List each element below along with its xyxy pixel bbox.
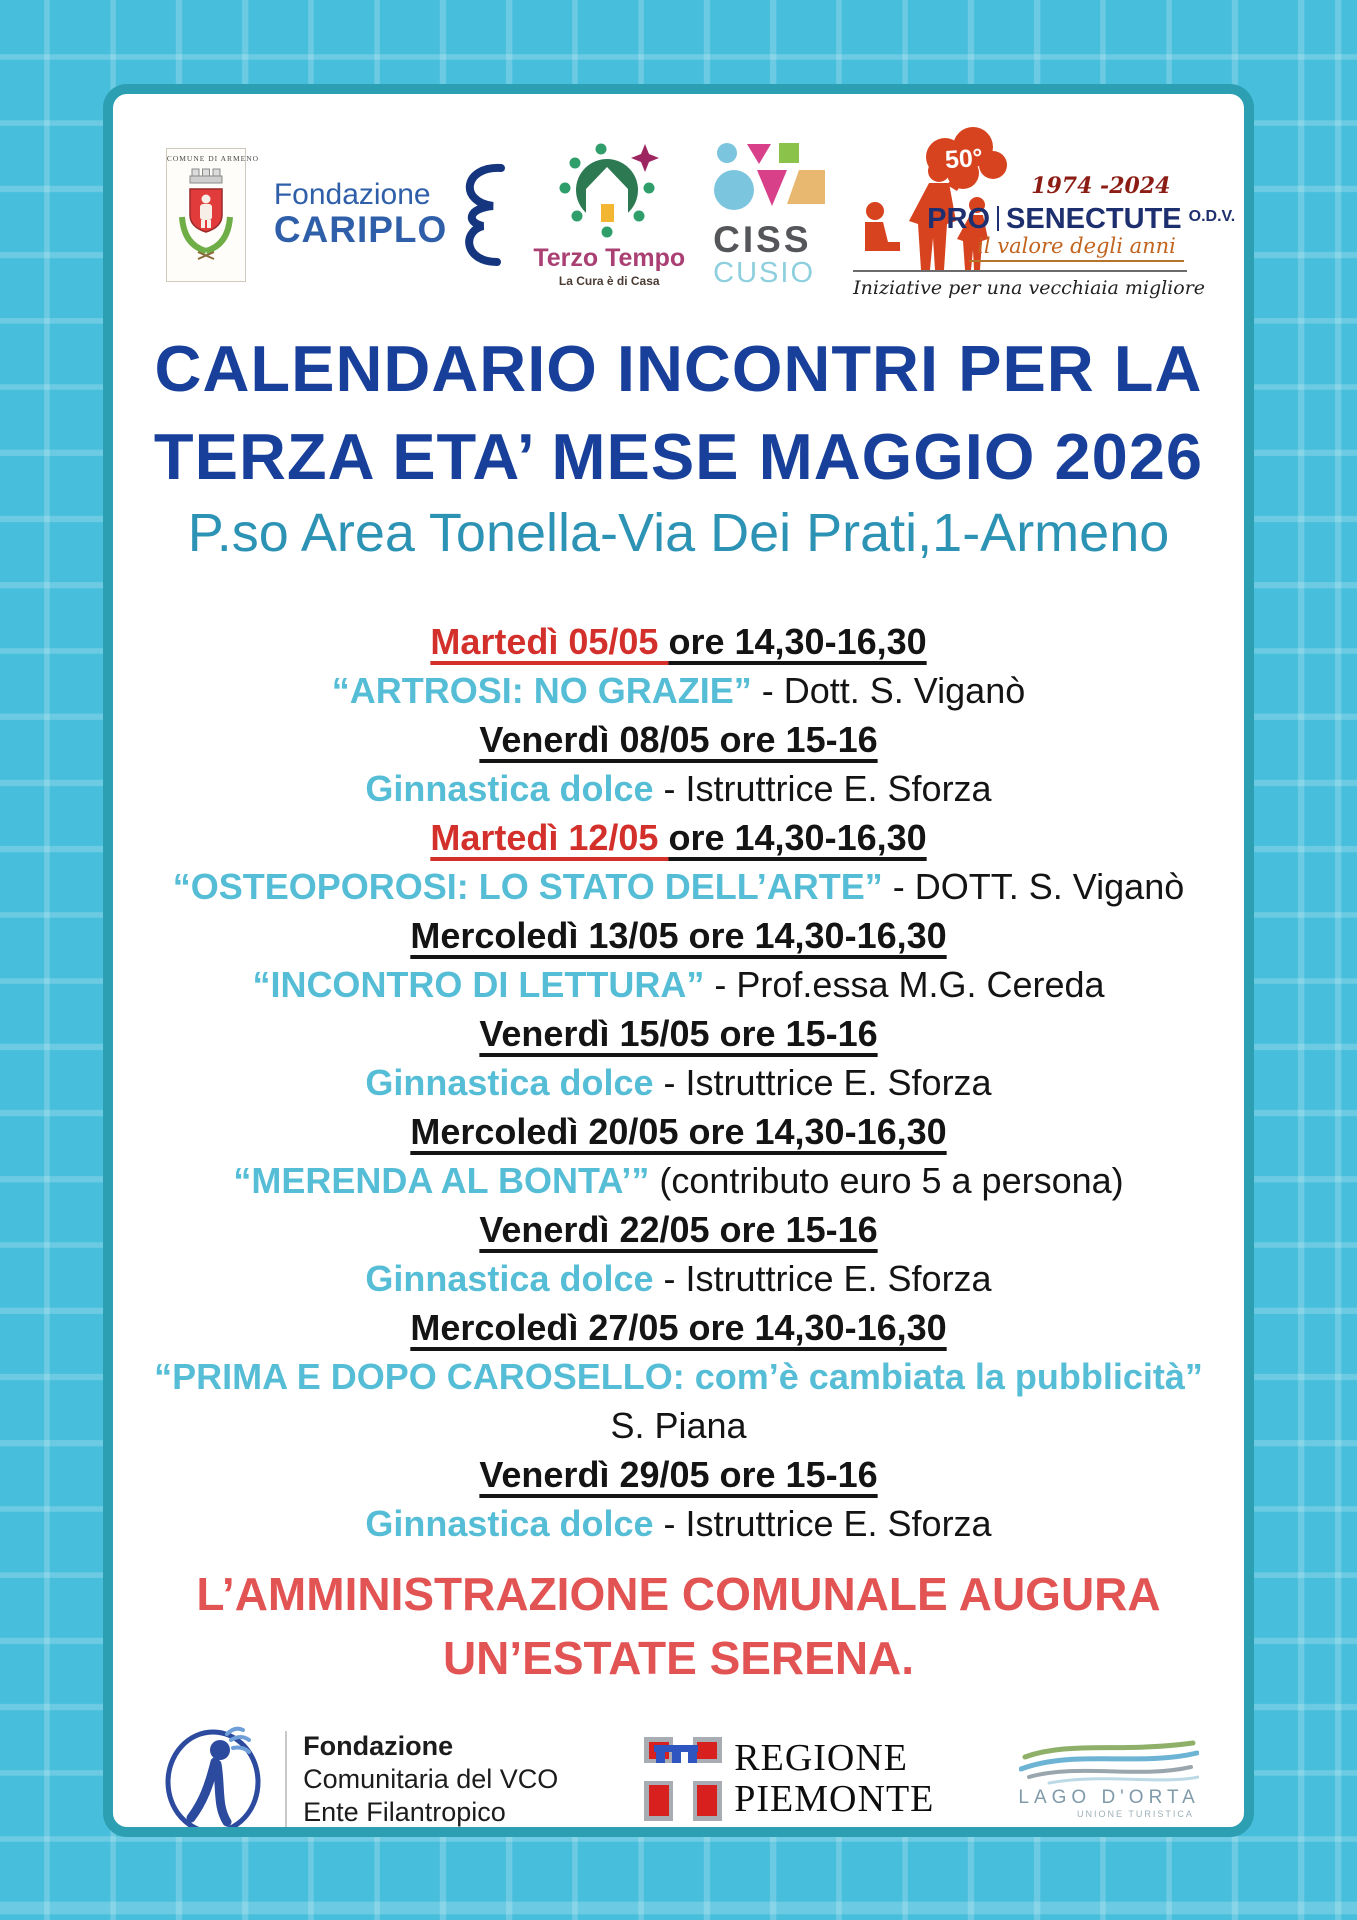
pro-senectute-logo [853, 119, 1236, 311]
event-speaker-text: - Istruttrice E. Sforza [653, 1258, 992, 1299]
event-line [113, 764, 1244, 813]
poster-title [113, 325, 1244, 501]
closing-message [113, 1562, 1244, 1690]
terzo-tempo-tagline: La Cura è di Casa [558, 273, 660, 288]
piemonte-shield-icon [642, 1735, 724, 1823]
event-speaker-text: - Dott. S. Viganò [751, 670, 1026, 711]
pro-senectute-motto: il valore degli anni [969, 234, 1184, 262]
event-date-text: ore 14,30-16,30 [668, 621, 927, 662]
event-date-red: Martedì 05/05 [430, 621, 669, 662]
event-line [113, 813, 1244, 862]
event-note-text: (contributo euro 5 a persona) [649, 1160, 1124, 1201]
event-date-text: Venerdì 15/05 ore 15-16 [479, 1013, 878, 1054]
terzo-tempo-logo [533, 142, 685, 288]
ciss-sub: CUSIO [713, 256, 816, 289]
event-speaker-text: - Istruttrice E. Sforza [653, 1503, 992, 1544]
event-speaker-text: S. Piana [610, 1405, 747, 1446]
event-date-text: Venerdì 08/05 ore 15-16 [479, 719, 878, 760]
event-title-text: Ginnastica dolce [365, 1062, 654, 1103]
cariplo-line1: Fondazione [273, 178, 431, 212]
event-line [113, 862, 1244, 911]
event-speaker-text: - DOTT. S. Viganò [882, 866, 1185, 907]
event-title-text: “PRIMA E DOPO CAROSELLO: com’è cambiata la pubblicità” [154, 1356, 1203, 1397]
ciss-name: CISS [713, 218, 812, 260]
vco-figure-icon [157, 1720, 269, 1837]
event-date-text: Venerdì 29/05 ore 15-16 [479, 1454, 878, 1495]
event-line [113, 960, 1244, 1009]
regione-wordmark [734, 1738, 934, 1820]
event-title-text: “INCONTRO DI LETTURA” [252, 964, 705, 1005]
terzo-tempo-name: Terzo Tempo [533, 243, 686, 272]
pro-senectute-divider [997, 206, 999, 231]
terzo-tempo-house-icon [551, 142, 667, 242]
cariplo-wordmark [274, 179, 448, 249]
event-date-text: Mercoledì 20/05 ore 14,30-16,30 [410, 1111, 947, 1152]
pro-senectute-tagline: Iniziative per una vecchiaia migliore [853, 276, 1206, 299]
event-title-text: “MERENDA AL BONTA’” [233, 1160, 650, 1201]
vco-line1: Fondazione [303, 1730, 454, 1761]
vco-wordmark [303, 1730, 558, 1829]
comune-armeno-coat-of-arms [166, 148, 260, 282]
ciss-cusio-logo [713, 141, 825, 288]
event-date-text: Mercoledì 13/05 ore 14,30-16,30 [410, 915, 947, 956]
event-speaker-text: - Istruttrice E. Sforza [653, 1062, 992, 1103]
pro-senectute-wordmark [927, 203, 1235, 236]
pro-senectute-50-badge: 50° [944, 143, 984, 174]
event-line [113, 1205, 1244, 1254]
vco-line2: Comunitaria del VCO [303, 1763, 559, 1794]
event-title-text: “OSTEOPOROSI: LO STATO DELL’ARTE” [172, 866, 883, 907]
poster-subtitle: P.so Area Tonella-Via Dei Prati,1-Armeno [187, 503, 1170, 563]
closing-line1: L’AMMINISTRAZIONE COMUNALE AUGURA [196, 1568, 1161, 1620]
event-line [113, 715, 1244, 764]
vco-line3: Ente Filantropico [303, 1796, 506, 1827]
event-date-red: Martedì 12/05 [430, 817, 669, 858]
event-title-text: “ARTROSI: NO GRAZIE” [331, 670, 752, 711]
lake-waves-icon [1019, 1739, 1199, 1785]
pro-senectute-years: 1974 -2024 [1031, 172, 1171, 199]
pro-senectute-name1: PRO [927, 202, 991, 235]
pro-senectute-name2: SENECTUTE [1006, 202, 1182, 235]
event-speaker-text: - Istruttrice E. Sforza [653, 768, 992, 809]
fondazione-cariplo-logo [274, 162, 506, 268]
event-line [113, 1352, 1244, 1401]
event-speaker-text: - Prof.essa M.G. Cereda [704, 964, 1105, 1005]
lago-dorta-logo [1018, 1739, 1199, 1819]
regione-piemonte-logo [642, 1735, 934, 1823]
poster-title-line1: CALENDARIO INCONTRI PER LA [154, 332, 1203, 405]
coat-of-arms-icon [168, 163, 244, 267]
event-line [113, 911, 1244, 960]
event-line [113, 1450, 1244, 1499]
poster-card [103, 84, 1254, 1837]
ciss-shapes-icon [713, 141, 825, 213]
event-title-text: Ginnastica dolce [365, 1503, 654, 1544]
lago-dorta-sub: UNIONE TURISTICA [1076, 1809, 1194, 1819]
event-line [113, 1156, 1244, 1205]
event-date-text: Mercoledì 27/05 ore 14,30-16,30 [410, 1307, 947, 1348]
event-list [113, 617, 1244, 1548]
event-line [113, 1303, 1244, 1352]
event-date-text: Venerdì 22/05 ore 15-16 [479, 1209, 878, 1250]
pro-senectute-odv: O.D.V. [1188, 207, 1236, 225]
cariplo-line2: CARIPLO [273, 208, 448, 250]
event-line [113, 1058, 1244, 1107]
vco-divider [285, 1731, 287, 1827]
event-line [113, 666, 1244, 715]
event-date-text: ore 14,30-16,30 [668, 817, 927, 858]
footer-logos [113, 1720, 1244, 1837]
pro-senectute-rule [853, 270, 1187, 272]
event-line [113, 1107, 1244, 1156]
comune-armeno-caption: COMUNE DI ARMENO [166, 153, 260, 163]
event-line [113, 617, 1244, 666]
closing-line2: UN’ESTATE SERENA. [442, 1632, 915, 1684]
poster-title-line2: TERZA ETA’ MESE MAGGIO 2026 [153, 420, 1204, 493]
lago-dorta-name: LAGO D'ORTA [1018, 1787, 1200, 1808]
event-line [113, 1009, 1244, 1058]
partner-logos-header [113, 112, 1244, 317]
regione-line2: PIEMONTE [734, 1778, 935, 1820]
event-title-text: Ginnastica dolce [365, 1258, 654, 1299]
event-line [113, 1254, 1244, 1303]
event-line [113, 1499, 1244, 1548]
fondazione-vco-logo [157, 1720, 558, 1837]
regione-line1: REGIONE [734, 1737, 909, 1779]
cariplo-swirl-icon [453, 162, 505, 268]
event-title-text: Ginnastica dolce [365, 768, 654, 809]
event-line [113, 1401, 1244, 1450]
